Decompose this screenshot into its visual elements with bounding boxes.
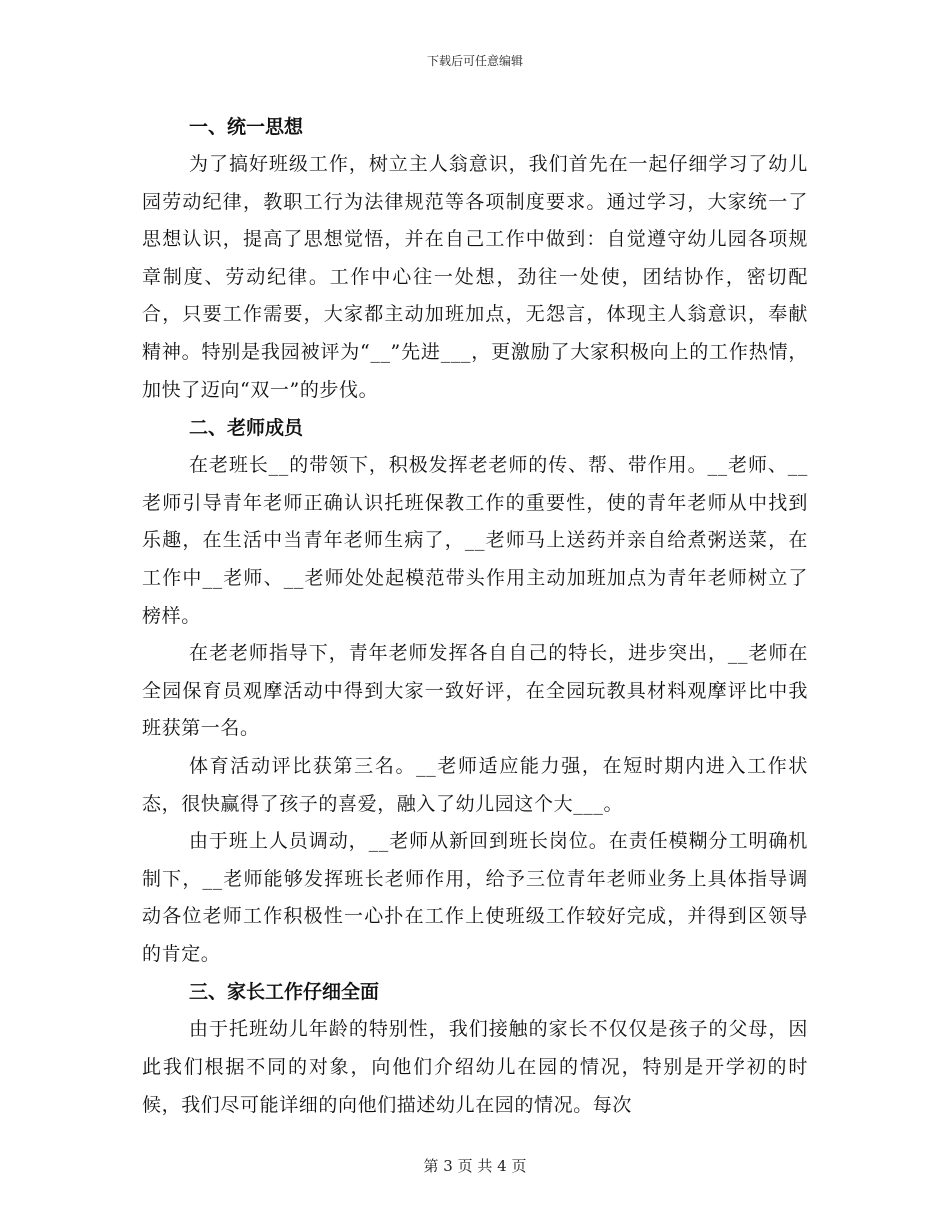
page-number-footer: 第 3 页 共 4 页 bbox=[423, 1157, 527, 1175]
document-body bbox=[142, 108, 808, 1124]
section-2-paragraph-3: 体育活动评比获第三名。__老师适应能力强，在短时期内进入工作状态，很快赢得了孩子的喜爱，融入了幼儿园这个大___。 bbox=[142, 754, 808, 815]
section-1-paragraph-1: 为了搞好班级工作，树立主人翁意识，我们首先在一起仔细学习了幼儿园劳动纪律，教职工行为法律规范等各项制度要求。通过学习，大家统一了思想认识，提高了思想觉悟，并在自己工作中做到：自觉遵守幼儿园各项规章制度、劳动纪律。工作中心往一处想，劲往一处使，团结协作，密切配合，只要工作需要，大家都主动加班加点，无怨言，体现主人翁意识，奉献精神。特别是我园被评为“__”先进___，更激励了大家积极向上的工作热情，加快了迈向“双一”的步伐。 bbox=[142, 153, 808, 401]
section-2-paragraph-4: 由于班上人员调动，__老师从新回到班长岗位。在责任模糊分工明确机制下，__老师能够发挥班长老师作用，给予三位青年老师业务上具体指导调动各位老师工作积极性一心扑在工作上使班级工作较好完成，并得到区领导的肯定。 bbox=[142, 830, 808, 965]
section-heading-2: 二、老师成员 bbox=[189, 417, 304, 440]
section-heading-3: 三、家长工作仔细全面 bbox=[189, 981, 380, 1004]
section-2-paragraph-1: 在老班长__的带领下，积极发挥老老师的传、帮、带作用。__老师、__老师引导青年老师正确认识托班保教工作的重要性，使的青年老师从中找到乐趣，在生活中当青年老师生病了，__老师马上送药并亲自给煮粥送菜，在工作中__老师、__老师处处起模范带头作用主动加班加点为青年老师树立了榜样。 bbox=[142, 454, 808, 627]
section-2-paragraph-2: 在老老师指导下，青年老师发挥各自自己的特长，进步突出，__老师在全园保育员观摩活动中得到大家一致好评，在全园玩教具材料观摩评比中我班获第一名。 bbox=[142, 642, 808, 740]
page-header-note: 下载后可任意编辑 bbox=[426, 54, 523, 68]
section-heading-1: 一、统一思想 bbox=[189, 116, 304, 138]
section-3-paragraph-1: 由于托班幼儿年龄的特别性，我们接触的家长不仅仅是孩子的父母，因此我们根据不同的对象，向他们介绍幼儿在园的情况，特别是开学初的时候，我们尽可能详细的向他们描述幼儿在园的情况。每次 bbox=[142, 1018, 808, 1116]
